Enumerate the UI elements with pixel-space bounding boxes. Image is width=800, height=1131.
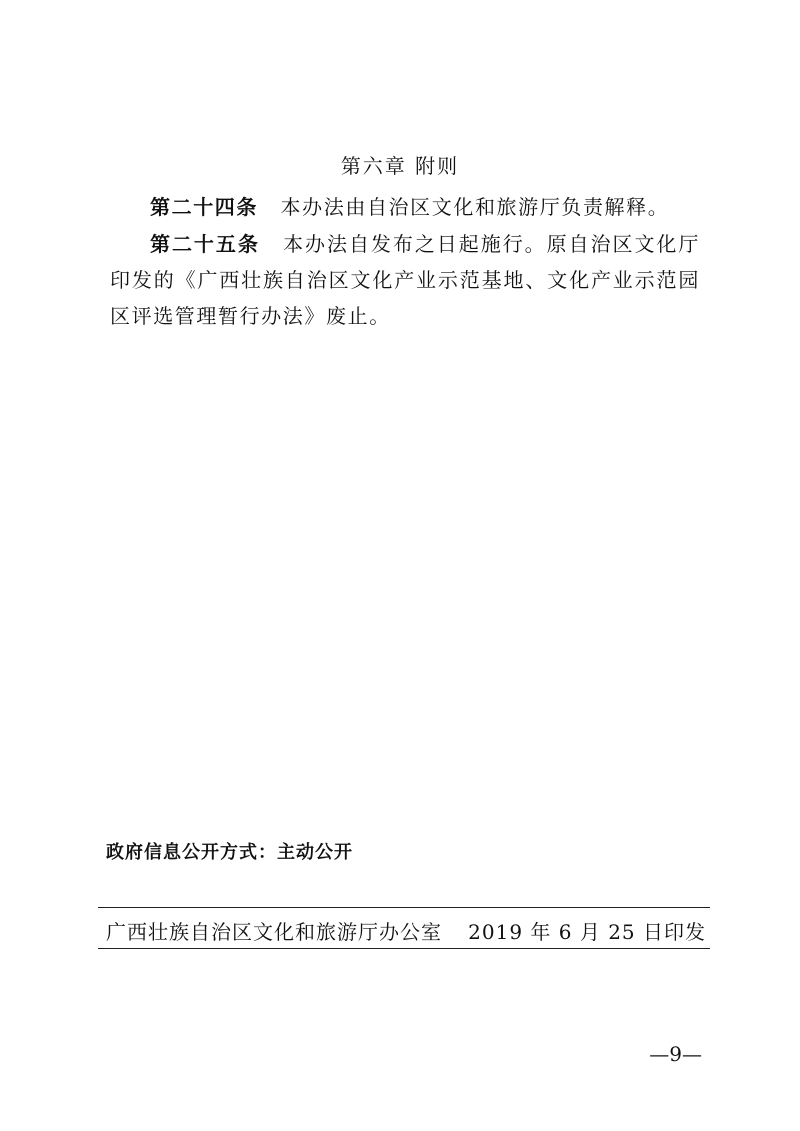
footer-divider-top xyxy=(98,907,710,908)
article-text: 本办法自发布之日起施行。原自治区文化厅印发的《广西壮族自治区文化产业示范基地、文化产业示范园区评选管理暂行办法》废止。 xyxy=(110,232,700,328)
article-text: 本办法由自治区文化和旅游厅负责解释。 xyxy=(280,195,670,219)
issuer-name: 广西壮族自治区文化和旅游厅办公室 xyxy=(106,920,442,944)
chapter-heading: 第六章 附则 xyxy=(340,154,460,178)
page-number: —9— xyxy=(649,1042,702,1066)
article-label: 第二十五条 xyxy=(150,232,260,256)
issue-date: 2019 年 6 月 25 日印发 xyxy=(468,920,706,944)
article-label: 第二十四条 xyxy=(150,195,258,219)
article-separator xyxy=(268,232,275,256)
footer-divider-bottom xyxy=(98,948,710,949)
article-24 xyxy=(110,189,700,225)
disclosure-statement: 政府信息公开方式：主动公开 xyxy=(106,842,353,863)
article-separator xyxy=(266,195,273,219)
issuance-footer xyxy=(106,916,706,945)
article-25 xyxy=(110,226,700,334)
